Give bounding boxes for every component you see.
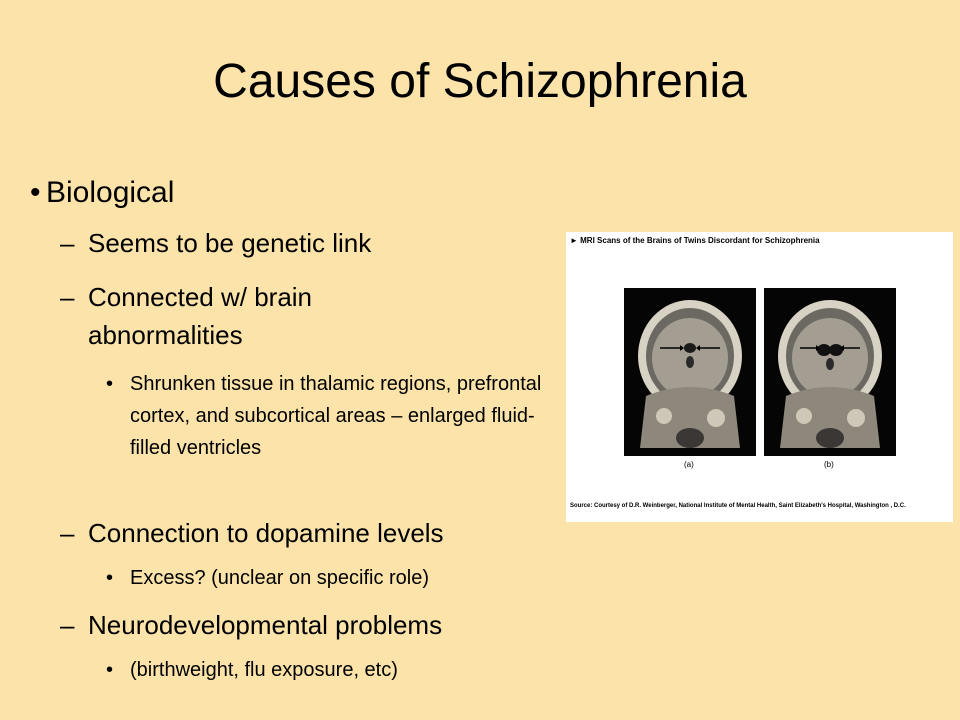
sub-bullet-neurodevelopmental	[60, 606, 443, 644]
sub-bullet-text: Neurodevelopmental problems	[88, 610, 443, 640]
dash-marker: –	[60, 610, 75, 640]
scan-label-a: (a)	[684, 460, 694, 469]
scan-label-b: (b)	[824, 460, 834, 469]
sub-bullet-genetic	[60, 224, 372, 262]
detail-bullet-excess	[106, 562, 430, 594]
mri-scan-a	[624, 288, 756, 456]
bullet-dot: •	[30, 176, 41, 209]
dash-marker: –	[60, 518, 75, 548]
sub-bullet-dopamine	[60, 514, 444, 552]
detail-bullet-text: Excess? (unclear on specific role)	[130, 567, 430, 589]
detail-bullet-text: (birthweight, flu exposure, etc)	[130, 659, 398, 681]
detail-bullet-text: Shrunken tissue in thalamic regions, prefrontal cortex, and subcortical areas – enlarged fluid-filled ventricles	[130, 373, 542, 459]
figure-source: Source: Courtesy of D.R. Weinberger, National Institute of Mental Health, Saint Elizabeth's Hospital, Washington , D.C.	[570, 503, 906, 509]
bullet-biological	[30, 176, 175, 210]
bullet-text: Biological	[46, 176, 175, 209]
sub-bullet-text: Seems to be genetic link	[88, 228, 372, 258]
brain-scan-b-image	[764, 288, 896, 456]
figure-caption: ► MRI Scans of the Brains of Twins Discordant for Schizophrenia	[570, 236, 820, 245]
mri-scan-b	[764, 288, 896, 456]
slide-title: Causes of Schizophrenia	[213, 55, 747, 108]
dash-marker: –	[60, 282, 75, 312]
bullet-dot: •	[106, 567, 114, 589]
sub-bullet-text: Connection to dopamine levels	[88, 518, 444, 548]
mri-figure	[566, 232, 953, 522]
sub-bullet-text: Connected w/ brain abnormalities	[88, 282, 313, 350]
bullet-dot: •	[106, 659, 114, 681]
detail-bullet-birthweight	[106, 654, 398, 686]
bullet-dot: •	[106, 373, 114, 395]
dash-marker: –	[60, 228, 75, 258]
brain-scan-a-image	[624, 288, 756, 456]
